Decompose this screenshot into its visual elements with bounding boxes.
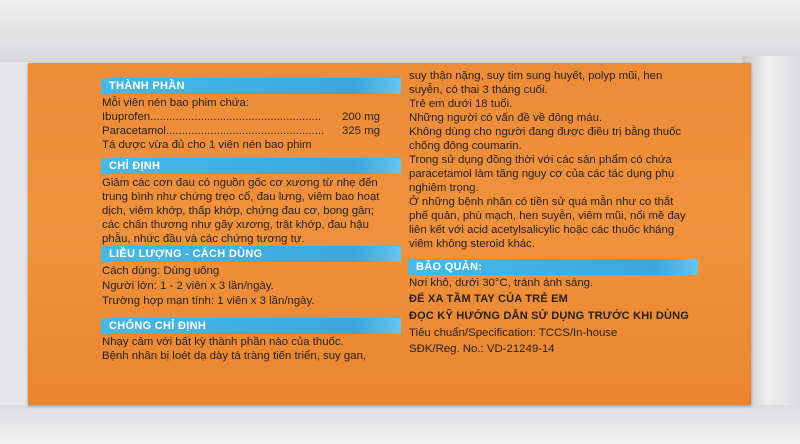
indication-line: trung bình như chứng trẹo cổ, đau lưng, viêm bao hoạt bbox=[102, 191, 380, 203]
warning-keep-away-children: ĐỂ XA TẦM TAY CỦA TRẺ EM bbox=[409, 293, 569, 305]
indication-line: các chấn thương như gãy xương, trật khớp, đau hậu bbox=[102, 219, 369, 231]
contraindication-cont-line: Ở những bệnh nhân có tiền sử quá mẫn như co thắt bbox=[409, 196, 674, 208]
contraindication-cont-line: suyễn, có thai 3 tháng cuối. bbox=[409, 84, 548, 96]
header-bao-quan: BẢO QUẢN: bbox=[408, 259, 698, 275]
dosage-line: Cách dùng: Dùng uống bbox=[102, 265, 220, 277]
excipients: Tá dược vừa đủ cho 1 viên nén bao phim bbox=[102, 139, 312, 151]
composition-intro: Mỗi viên nén bao phim chứa: bbox=[102, 97, 249, 109]
contraindication-cont-line: Những người có vấn đề về đông máu. bbox=[409, 112, 603, 124]
header-thanh-phan: THÀNH PHẦN bbox=[101, 78, 401, 94]
header-chong-chi-dinh: CHỐNG CHỈ ĐỊNH bbox=[101, 318, 401, 334]
box-top-edge bbox=[0, 0, 800, 62]
contraindication-cont-line: nghiêm trọng. bbox=[409, 182, 479, 194]
contraindication-cont-line: suy thận nặng, suy tim sung huyết, polyp mũi, hen bbox=[409, 70, 663, 82]
label-panel bbox=[28, 63, 751, 405]
indication-line: Giảm các cơn đau có nguồn gốc cơ xương từ nhẹ đến bbox=[102, 177, 378, 189]
indication-line: dịch, viêm khớp, thấp khớp, chứng đau cơ, bong gân; bbox=[102, 205, 374, 217]
ingredient-paracetamol bbox=[102, 125, 324, 139]
dosage-line: Người lớn: 1 - 2 viên x 3 lần/ngày. bbox=[102, 280, 274, 292]
box-bottom-edge bbox=[0, 405, 800, 444]
indication-line: phẫu, nhức đầu và các chứng tương tự. bbox=[102, 233, 305, 245]
header-chi-dinh: CHỈ ĐỊNH bbox=[101, 158, 401, 174]
header-lieu-luong: LIỀU LƯỢNG - CÁCH DÙNG bbox=[101, 246, 401, 262]
paracetamol-name: Paracetamol bbox=[102, 125, 166, 137]
paracetamol-dose: 325 mg bbox=[342, 125, 380, 137]
warning-read-instructions: ĐỌC KỸ HƯỚNG DẪN SỬ DỤNG TRƯỚC KHI DÙNG bbox=[409, 310, 690, 322]
contraindication-line: Bệnh nhân bị loét dạ dày tá tràng tiến triển, suy gan, bbox=[102, 350, 367, 362]
contraindication-cont-line: Trong sử dụng đồng thời với các sản phẩm có chứa bbox=[409, 154, 672, 166]
storage-text: Nơi khô, dưới 30°C, tránh ánh sáng. bbox=[409, 277, 594, 289]
contraindication-cont-line: Không dùng cho người đang được điều trị bằng thuốc bbox=[409, 126, 682, 138]
registration-number: SĐK/Reg. No.: VD-21249-14 bbox=[409, 343, 555, 355]
ibuprofen-dose: 200 mg bbox=[342, 111, 380, 123]
ingredient-ibuprofen bbox=[102, 111, 321, 125]
ibuprofen-name: Ibuprofen bbox=[102, 111, 151, 123]
contraindication-line: Nhạy cảm với bất kỳ thành phần nào của thuốc. bbox=[102, 336, 344, 348]
contraindication-cont-line: liên kết với acid acetylsalicylic hoặc các thuốc kháng bbox=[409, 224, 675, 236]
contraindication-cont-line: phế quản, phù mạch, hen suyễn, viêm mũi, nổi mề đay bbox=[409, 210, 686, 222]
dosage-line: Trường hợp mạn tính: 1 viên x 3 lần/ngày. bbox=[102, 295, 315, 307]
specification: Tiêu chuẩn/Specification: TCCS/In-house bbox=[409, 327, 618, 339]
contraindication-cont-line: paracetamol làm tăng nguy cơ của các tác dụng phụ bbox=[409, 168, 675, 180]
contraindication-cont-line: Trẻ em dưới 18 tuổi. bbox=[409, 98, 513, 110]
paracetamol-dots: .................................................. bbox=[165, 125, 325, 137]
contraindication-cont-line: viêm không steroid khác. bbox=[409, 238, 535, 250]
ibuprofen-dots: ...................................................... bbox=[150, 111, 322, 123]
contraindication-cont-line: chống đông coumarin. bbox=[409, 140, 522, 152]
